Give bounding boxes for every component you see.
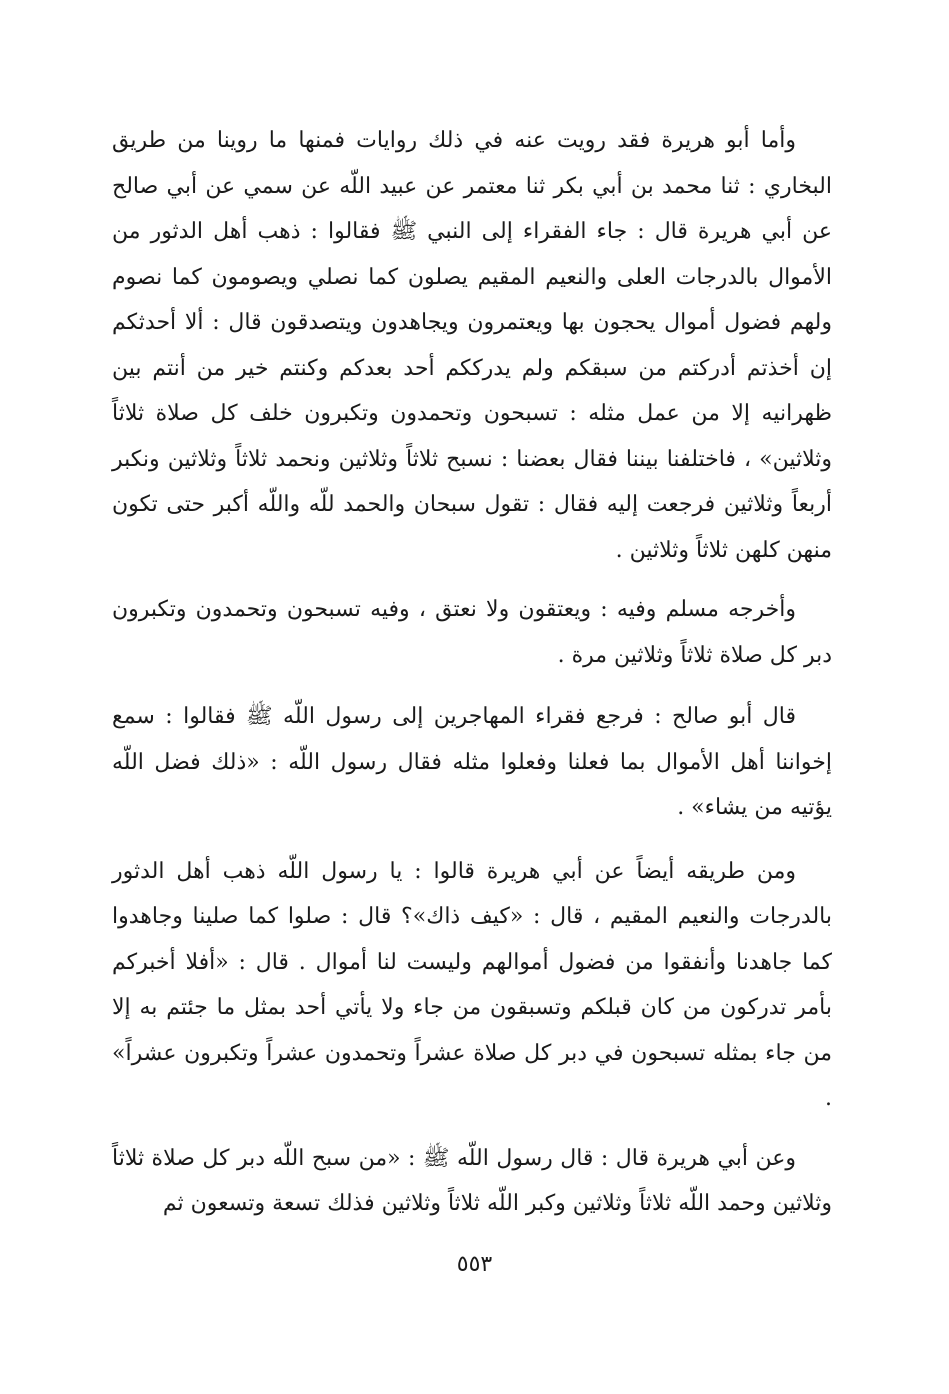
paragraph-abu-salih: قال أبو صالح : فرجع فقراء المهاجرين إلى رسول اللّه ﷺ فقالوا : سمع إخواننا أهل الأموال بما فعلنا وفعلوا مثله فقال رسول اللّه : «ذلك فضل اللّه يؤتيه من يشاء» .	[112, 704, 832, 820]
paragraph-another-route: ومن طريقه أيضاً عن أبي هريرة قالوا : يا رسول اللّه ذهب أهل الدثور بالدرجات والنعيم المقيم ، قال : «كيف ذاك»؟ قال : صلوا كما صلينا وجاهدوا كما جاهدنا وأنفقوا من فضول أموالهم وليست لنا أموال . قال : «أفلا أخبركم بأمر تدركون من كان قبلكم وتسبقون من جاء ولا يأتي أحد بمثل ما جئتم به إلا من جاء بمثله تسبحون في دبر كل صلاة عشراً وتحمدون عشراً وتكبرون عشراً» .	[112, 858, 832, 1111]
page-number: ٥٥٣	[456, 1252, 493, 1277]
page-body	[112, 118, 832, 1227]
paragraph-muslim-narration: وأخرجه مسلم وفيه : ويعتقون ولا نعتق ، وفيه تسبحون وتحمدون وتكبرون دبر كل صلاة ثلاثاً وثلاثين مرة .	[112, 597, 832, 668]
paragraph-abu-hurayra-bukhari: وأما أبو هريرة فقد رويت عنه في ذلك روايات فمنها ما روينا من طريق البخاري : ثنا محمد بن أبي بكر ثنا معتمر عن عبيد اللّه عن سمي عن أبي صالح عن أبي هريرة قال : جاء الفقراء إلى النبي ﷺ فقالوا : ذهب أهل الدثور من الأموال بالدرجات العلى والنعيم المقيم يصلون كما نصلي ويصومون كما نصوم ولهم فضول أموال يحجون بها ويعتمرون ويجاهدون ويتصدقون قال : ألا أحدثكم إن أخذتم أدركتم من سبقكم ولم يدرككم أحد بعدكم وكنتم خير من أنتم بين ظهرانيه إلا من عمل مثله : تسبحون وتحمدون وتكبرون خلف كل صلاة ثلاثاً وثلاثين» ، فاختلفنا بيننا فقال بعضنا : نسبح ثلاثاً وثلاثين ونحمد ثلاثاً وثلاثين ونكبر أربعاً وثلاثين فرجعت إليه فقال : تقول سبحان والحمد للّه واللّه أكبر حتى تكون منهن كلهن ثلاثاً وثلاثين .	[112, 128, 832, 563]
paragraph-man-sabbah: وعن أبي هريرة قال : قال رسول اللّه ﷺ : «من سبح اللّه دبر كل صلاة ثلاثاً وثلاثين وحمد اللّه ثلاثاً وثلاثين وكبر اللّه ثلاثاً وثلاثين فذلك تسعة وتسعون ثم	[112, 1145, 832, 1216]
